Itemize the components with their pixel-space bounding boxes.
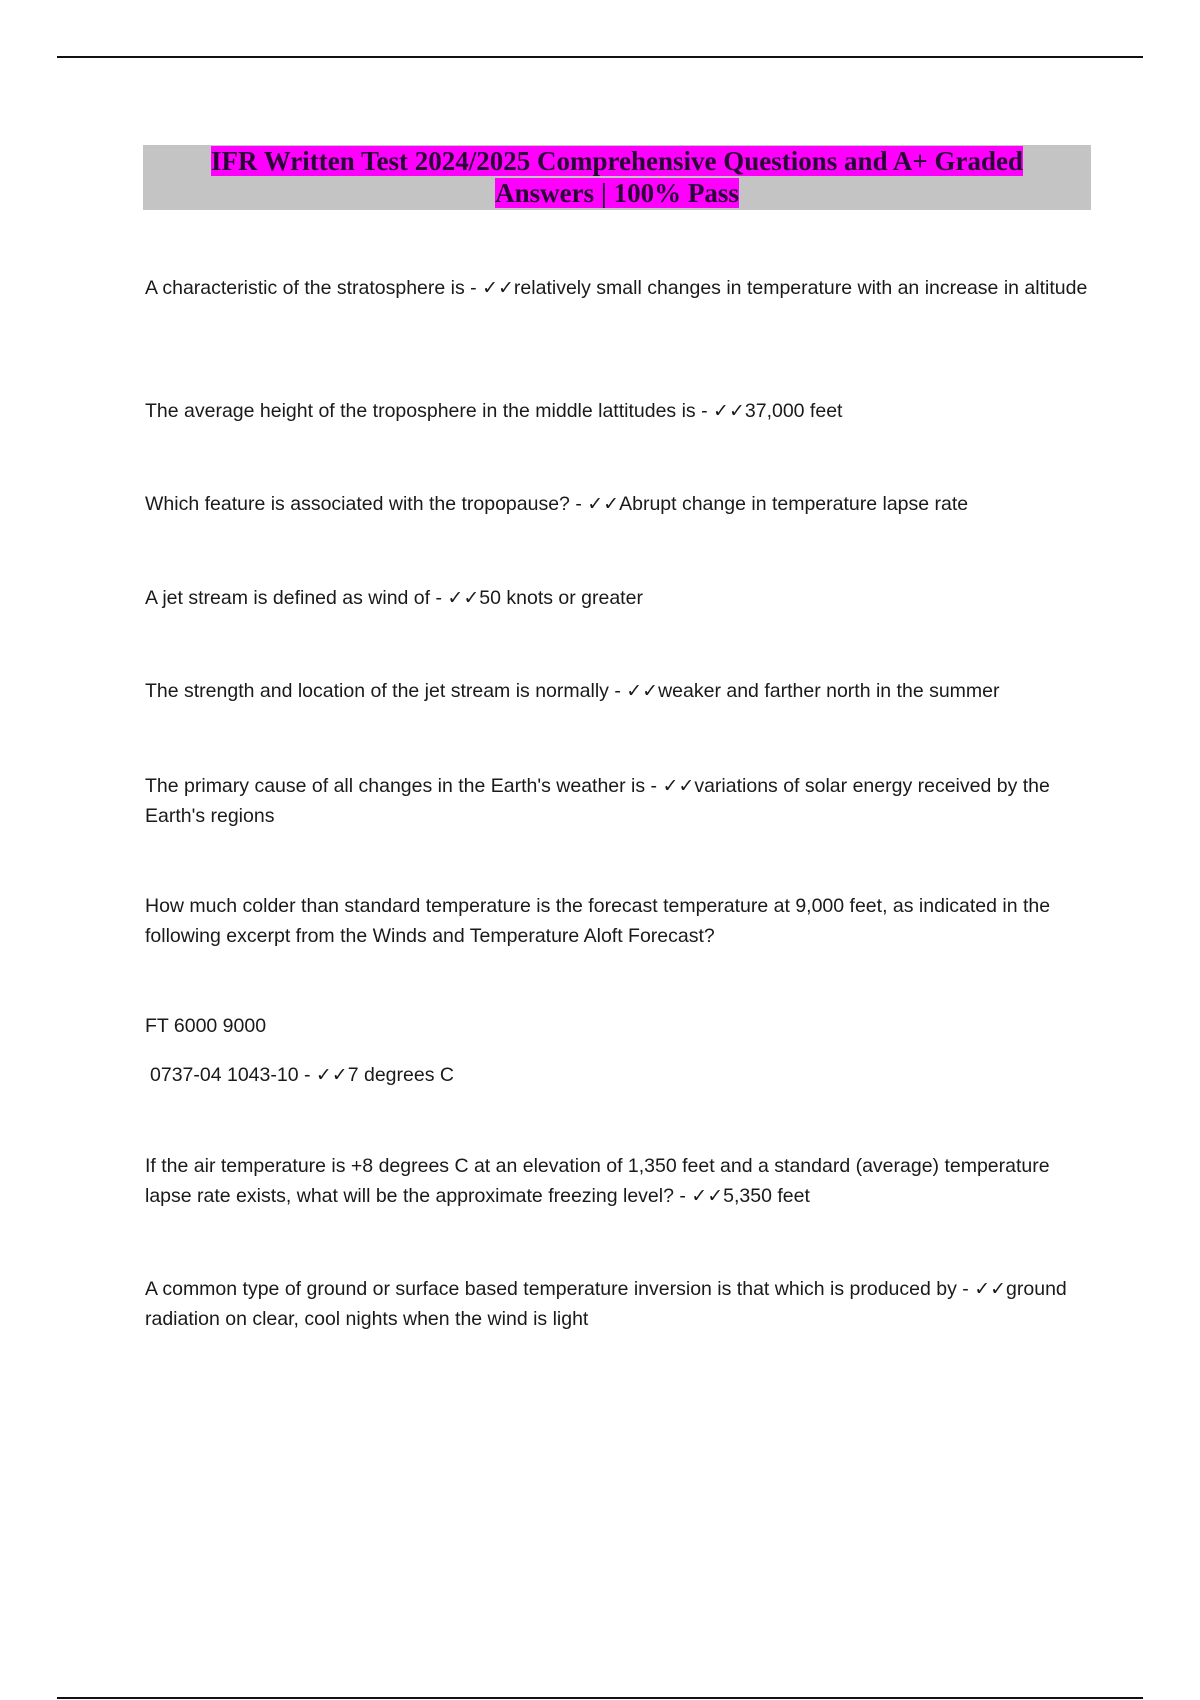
bottom-rule: [57, 1697, 1143, 1699]
qa-item-3: Which feature is associated with the tropopause? - ✓✓Abrupt change in temperature lapse rate: [145, 493, 969, 515]
answer-text: 5,350 feet: [723, 1185, 810, 1207]
top-rule: [57, 56, 1143, 58]
document-title: [143, 145, 1091, 210]
qa-item-4: A jet stream is defined as wind of - ✓✓50 knots or greater: [145, 587, 643, 609]
title-line-2: Answers | 100% Pass: [495, 178, 739, 208]
question-text: The strength and location of the jet stream is normally: [145, 680, 609, 702]
answer-text: 37,000 feet: [744, 400, 843, 422]
question-text: A characteristic of the stratosphere is: [145, 277, 465, 299]
qa-item-8: If the air temperature is +8 degrees C at an elevation of 1,350 feet and a standard (average) temperature lapse rate exists, what will be the approximate freezing level? - ✓✓5,350 feet: [145, 1155, 1050, 1207]
qa-item-7: [145, 891, 1090, 951]
excerpt-line-2: 0737-04 1043-10: [150, 1064, 299, 1086]
answer-text: ground radiation on clear, cool nights when the wind is light: [145, 1278, 1067, 1330]
question-text: How much colder than standard temperature is the forecast temperature at 9,000 feet, as indicated in the following excerpt from the Winds and Temperature Aloft Forecast?: [145, 895, 1051, 947]
forecast-excerpt-values: 0737-04 1043-10 - ✓✓7 degrees C: [150, 1064, 454, 1086]
question-text: Which feature is associated with the tropopause?: [145, 493, 570, 515]
qa-item-6: The primary cause of all changes in the Earth's weather is - ✓✓variations of solar energy received by the Earth's regions: [145, 775, 1050, 827]
double-check-icon: ✓✓: [691, 1185, 724, 1207]
forecast-excerpt-header: [145, 1011, 1090, 1041]
answer-text: weaker and farther north in the summer: [658, 680, 1000, 702]
double-check-icon: ✓✓: [482, 277, 514, 299]
double-check-icon: ✓✓: [626, 680, 659, 702]
double-check-icon: ✓✓: [587, 493, 620, 515]
qa-item-2: The average height of the troposphere in the middle lattitudes is - ✓✓37,000 feet: [145, 400, 843, 422]
title-line-1: IFR Written Test 2024/2025 Comprehensive Questions and A+ Graded: [211, 146, 1023, 176]
question-text: The primary cause of all changes in the Earth's weather is: [145, 775, 646, 797]
answer-text: variations of solar energy received by the Earth's regions: [145, 775, 1050, 827]
qa-item-5: The strength and location of the jet stream is normally - ✓✓weaker and farther north in the summer: [145, 680, 1000, 702]
double-check-icon: ✓✓: [974, 1278, 1007, 1300]
double-check-icon: ✓✓: [662, 775, 695, 797]
answer-text: 50 knots or greater: [479, 587, 643, 609]
answer-text: 7 degrees C: [347, 1064, 454, 1086]
question-text: A jet stream is defined as wind of: [145, 587, 431, 609]
question-text: A common type of ground or surface based temperature inversion is that which is produced by: [145, 1278, 957, 1300]
double-check-icon: ✓✓: [315, 1064, 348, 1086]
qa-item-9: A common type of ground or surface based temperature inversion is that which is produced by - ✓✓ground radiation on clear, cool nights when the wind is light: [145, 1278, 1067, 1330]
excerpt-line-1: FT 6000 9000: [145, 1015, 267, 1037]
answer-text: relatively small changes in temperature with an increase in altitude: [513, 277, 1088, 299]
question-text: If the air temperature is +8 degrees C at an elevation of 1,350 feet and a standard (average) temperature lapse rate exists, what will be the approximate freezing level?: [145, 1155, 1050, 1207]
double-check-icon: ✓✓: [447, 587, 480, 609]
answer-text: Abrupt change in temperature lapse rate: [619, 493, 969, 515]
double-check-icon: ✓✓: [713, 400, 745, 422]
qa-item-1: A characteristic of the stratosphere is - ✓✓relatively small changes in temperature with an increase in altitude: [145, 277, 1088, 299]
question-text: The average height of the troposphere in the middle lattitudes is: [145, 400, 696, 422]
